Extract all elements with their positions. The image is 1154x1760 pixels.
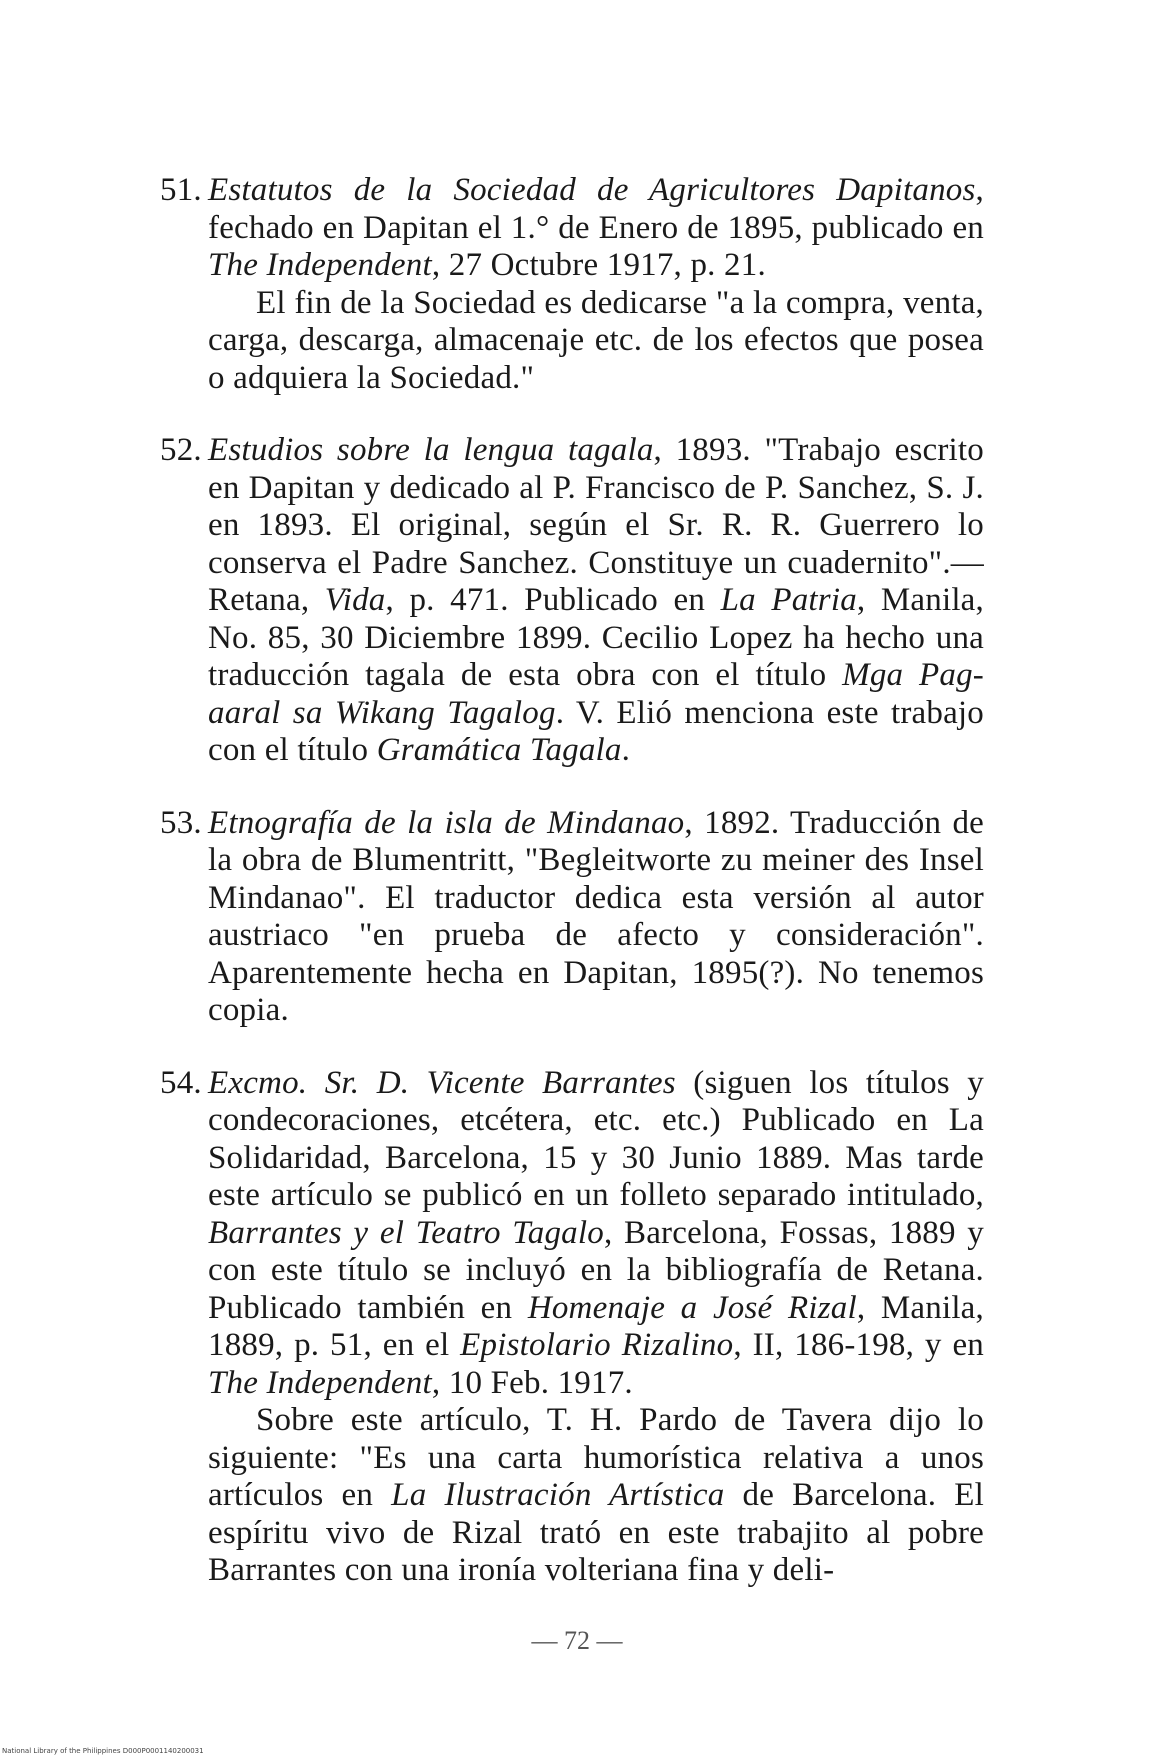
entry-paragraph <box>160 432 984 770</box>
entry-text: . V. Elió menciona este trabajo con el título <box>208 694 984 768</box>
italic-title: Excmo. Sr. D. Vicente Barrantes <box>208 1064 676 1101</box>
entry-text: , 1893. "Trabajo escrito en Dapitan y dedicado al P. Francisco de P. Sanchez, S. J. en 1893. El original, según el Sr. R. R. Guerrero lo conserva el Padre Sanchez. Constituye un cuadernito".—Retana, <box>208 432 984 618</box>
entry-text: , 10 Feb. 1917. <box>431 1364 633 1401</box>
entry-text: , II, 186-198, y en <box>733 1327 984 1363</box>
entry-text: , fechado en Dapitan el 1.° de Enero de 1895, publicado en <box>208 172 984 246</box>
bibliography-entry <box>160 1064 984 1590</box>
entry-text: , Manila, 1889, p. 51, en el <box>208 1289 984 1363</box>
entry-text: , p. 471. Publicado en <box>385 582 721 618</box>
entry-paragraph <box>160 172 984 285</box>
italic-title: Estudios sobre la lengua tagala <box>208 432 654 468</box>
italic-title: Gramática Tagala <box>376 732 622 768</box>
entry-text: , 1892. Traducción de la obra de Blumentritt, "Begleitworte zu meiner des Insel Mindanao". El traductor dedica esta versión al autor austriaco "en prueba de afecto y consideración". Aparentemente hecha en Dapitan, 1895(?). No tenemos copia. <box>208 804 984 1028</box>
italic-title: Barrantes y el Teatro Tagalo <box>208 1214 604 1251</box>
italic-title: La Patria <box>720 582 857 618</box>
entry-paragraph-continued <box>208 285 984 398</box>
italic-title: Etnografía de la isla de Mindanao <box>208 804 685 841</box>
bibliography-entry <box>160 432 984 770</box>
entry-paragraph <box>160 1064 984 1403</box>
italic-title: La Ilustración Artística <box>391 1477 725 1513</box>
entry-number: 53. <box>160 804 202 841</box>
entry-paragraph <box>160 804 984 1030</box>
entry-text: (siguen los títulos y condecoraciones, etcétera, etc. etc.) Publicado en La Solidaridad, Barcelona, 15 y 30 Junio 1889. Mas tarde este artículo se publicó en un folleto separado intitulado, <box>208 1064 984 1213</box>
entry-number: 52. <box>160 432 202 468</box>
entry-text: El fin de la Sociedad es dedicarse "a la compra, venta, carga, descarga, almacenaje etc. de los efectos que posea o adquiera la Sociedad." <box>208 284 984 396</box>
italic-title: Mga Pag-aaral sa Wikang Tagalog <box>208 657 984 731</box>
italic-title: The Independent <box>208 247 432 283</box>
entry-number: 54. <box>160 1064 202 1101</box>
italic-title: Homenaje a José Rizal <box>527 1289 857 1326</box>
entry-text: , Barcelona, Fossas, 1889 y con este título se incluyó en la bibliografía de Retana. Publicado también en <box>208 1214 984 1326</box>
page-text <box>160 172 984 1590</box>
entry-text: . <box>621 732 631 768</box>
bibliography-entry <box>160 172 984 397</box>
entry-text: , Manila, No. 85, 30 Diciembre 1899. Cecilio Lopez ha hecho una traducción tagala de esta obra con el título <box>208 582 984 693</box>
entry-text: Sobre este artículo, T. H. Pardo de Tavera dijo lo siguiente: "Es una carta humorística relativa a unos artículos en <box>208 1402 984 1513</box>
entry-text: de Barcelona. El espíritu vivo de Rizal trató en este trabajito al pobre Barrantes con una ironía volteriana fina y deli- <box>208 1477 984 1588</box>
italic-title: Estatutos de la Sociedad de Agricultores Dapitanos <box>208 172 976 208</box>
italic-title: Vida <box>324 582 386 618</box>
entry-text: , 27 Octubre 1917, p. 21. <box>431 247 766 283</box>
page-number: — 72 — <box>531 1626 623 1655</box>
italic-title: The Independent <box>208 1364 432 1401</box>
italic-title: Epistolario Rizalino <box>460 1327 734 1363</box>
entry-number: 51. <box>160 172 202 208</box>
library-footer: National Library of the Philippines D000P0001140200031 <box>2 1747 204 1755</box>
bibliography-entry <box>160 804 984 1030</box>
entry-paragraph-continued <box>208 1402 984 1590</box>
